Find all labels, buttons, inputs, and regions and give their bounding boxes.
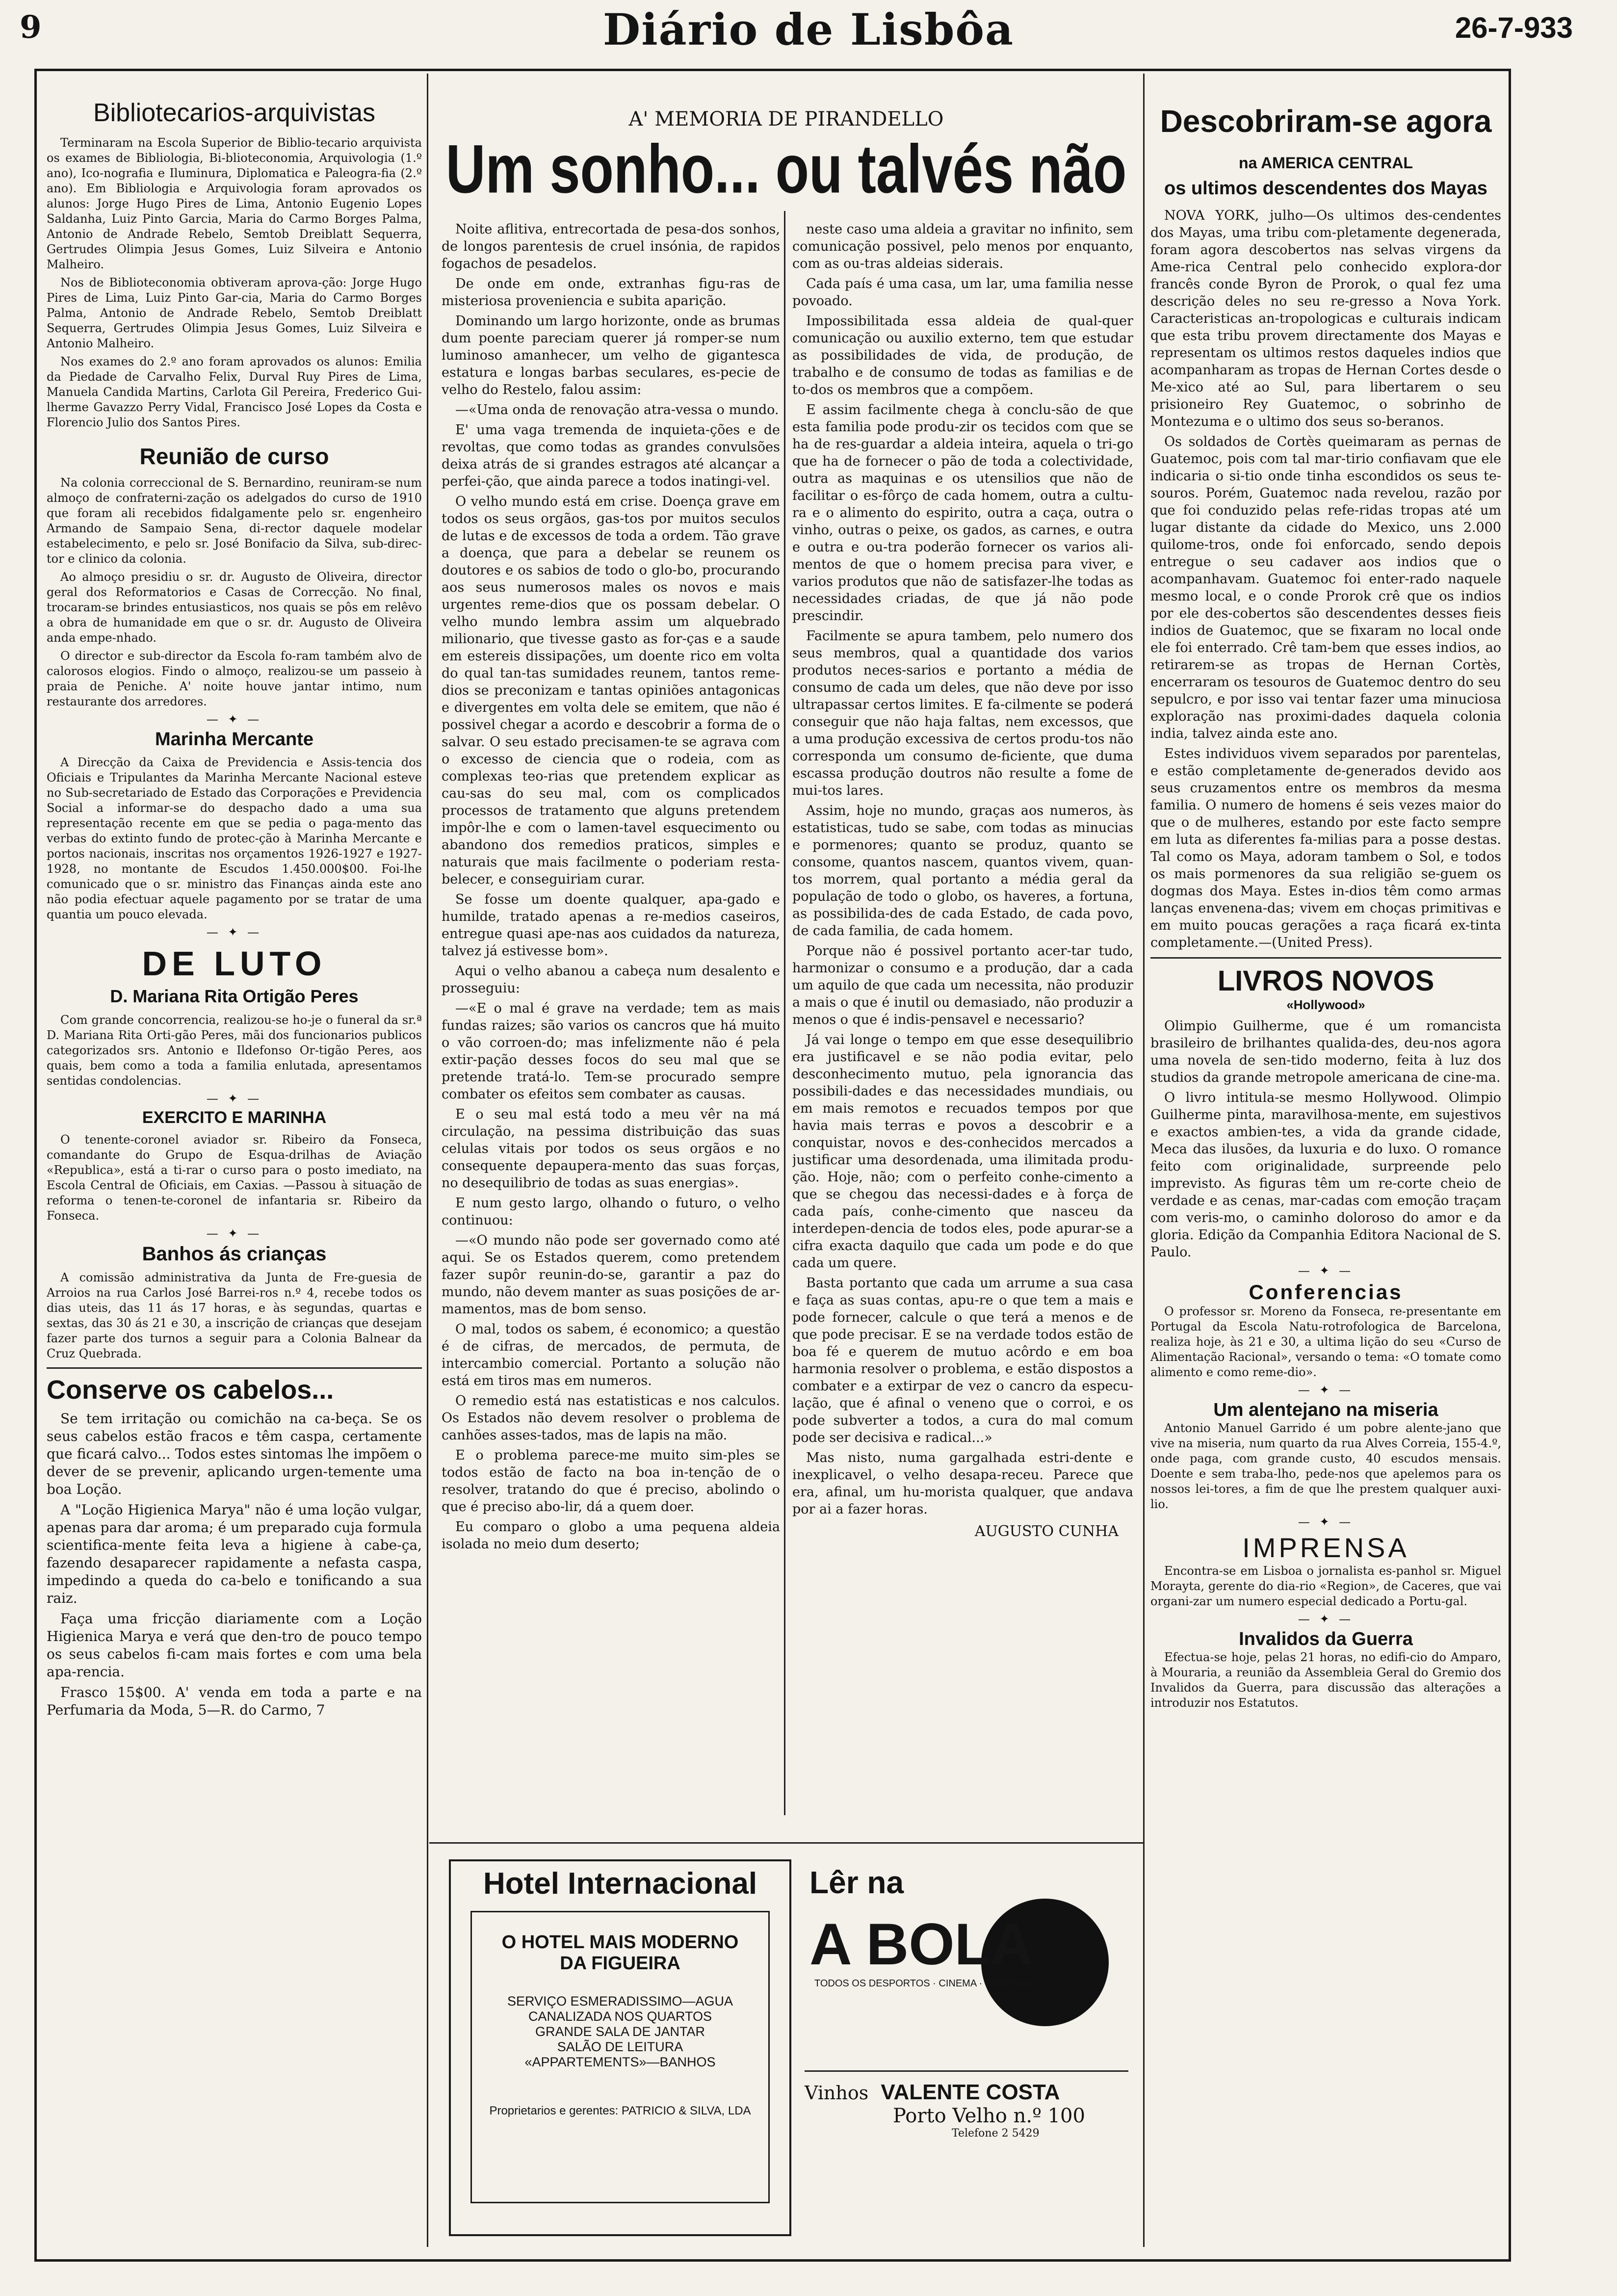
- article-paragraph: Assim, hoje no mundo, graças aos numeros, às estatisticas, tudo se sabe, com todas as minucias e pormenores; quanto se produz, quanto se consome, quantos nascem, quantos vivem, quan-tos morrem, qual portanto a média geral da população de todo o globo, os haveres, a fortuna, as possibilida-des de cada Estado, de cada povo, de cada familia, de cada homem.: [792, 803, 1133, 939]
- left-column: [47, 78, 422, 2247]
- article-invalidos: [1150, 1629, 1501, 1711]
- article-paragraph: Se fosse um doente qualquer, apa-gado e humilde, tratado apenas a re-medios caseiros, entregue quasi ape-nas aos cuidados da natureza, talvez já estivesse bom».: [442, 892, 780, 959]
- article-paragraph: E o problema parece-me muito sim-ples se todos estão de facto na boa in-tenção de o resolver, tratando do que é preciso, abolindo o que é preciso abo-lir, dá a quem doer.: [442, 1448, 780, 1514]
- article-paragraph: Ao almoço presidiu o sr. dr. Augusto de Oliveira, director geral dos Reformatorios e Casas de Correcção. No final, trocaram-se brindes entusiasticos, nos quais se pôs em relêvo a obra de humanidade em que o sr. dr. Augusto de Oliveira anda empe-nhado.: [47, 570, 422, 645]
- article-title: Bibliotecarios-arquivistas: [93, 99, 376, 127]
- article-paragraph: E num gesto largo, olhando o futuro, o velho continuou:: [442, 1196, 780, 1228]
- article-paragraph: Os soldados de Cortès queimaram as pernas de Guatemoc, pois com tal mar-tirio confiavam que ele indicaria o si-tio onde tinha escondidos os seus te-souros. Porém, Guatemoc nada revelou, razão por que foi conduzido pelas refe-ridas tropas até um lugar distante da cidade do Mexico, uns 2.000 quilome-tros, onde foi enforcado, sendo depois entregue o seu cadaver aos indios que o acompanhavam. Guatemoc foi enter-rado naquele mesmo local, e o conde Prorok crê que os indios por ele des-cobertos são descendentes desses fieis indios de Guatemoc, que se fixaram no local onde ele foi enterrado. Crê tam-bem que esses indios, ao retirarem-se as tropas de Hernan Cortès, encerraram os tesouros de Guatemoc dentro do seu sepulcro, e por isso vai tentar fazer uma minuciosa exploração nas proximi-dades daquela colonia india, talvez ainda este ano.: [1150, 434, 1501, 741]
- article-banhos: [47, 1243, 422, 1361]
- article-title: Marinha Mercante: [155, 729, 314, 750]
- newspaper-title: Diário de Lisbôa: [602, 4, 1015, 55]
- article-paragraph: Estes individuos vivem separados por parentelas, e estão completamente de-generados devido aos seus cruzamentos entre os membros da mesma familia. O numero de homens é seis vezes maior do que o de mulheres, estando por este facto sempre em luta as diferentes fa-milias para a posse destas. Tal como os Maya, adoram tambem o Sol, e todos os mais pormenores da sua religião se-guem os dogmas dos Maya. Estes in-dios têm como armas lanças envenena-das; vivem em choças primitivas e em muito poucas gerações a raça ficará ex-tinta completamente.—(United Press).: [1150, 746, 1501, 950]
- article-paragraph: —«O mundo não pode ser governado como até aqui. Se os Estados querem, como pretendem fazer supôr reunin-do-se, garantir a paz do mundo, não devem manter as suas posições de ar-mamentos, mas de bom senso.: [442, 1233, 780, 1317]
- ad-bola-lead: Lêr na: [809, 1865, 904, 1900]
- ad-loção-marya: [47, 1375, 422, 1719]
- article-mayas: [1150, 103, 1501, 951]
- article-paragraph: neste caso uma aldeia a gravitar no infinito, sem comunicação possivel, pelo menos por enquanto, com as ou-tras aldeias siderais.: [792, 222, 1133, 271]
- article-livros: [1150, 965, 1501, 1261]
- article-headline: Um sonho... ou talvés não: [445, 130, 1127, 208]
- ad-hotel-title: Hotel Internacional: [483, 1867, 757, 1901]
- ornament-divider: — ✦ —: [1298, 1383, 1354, 1397]
- article-paragraph: Já vai longe o tempo em que esse desequilibrio era justificavel e se não podia evitar, pelo desconhecimento mutuo, pela ignorancia das possibili-dades e das necessidades mundiais, ou em mais remotos e recuados tempos por que havia mais terras e povos a descobrir e a conquistar, novos e des-conhecidos mercados a justificar uma desordenada, uma ilimitada produ-ção. Hoje, não; com o perfeito conhe-cimento a que se chegou das necessi-dades e à força de cada país, conhe-cimento que nasceu da interdepen-dencia de todos eles, pode apurar-se a cifra exacta daquilo que cada um pode e do que cada um quere.: [792, 1032, 1133, 1271]
- article-imprensa: [1150, 1532, 1501, 1609]
- article-paragraph: Com grande concorrencia, realizou-se ho-je o funeral da sr.ª D. Mariana Rita Orti-gão Peres, mãi dos funcionarios publicos categorizados srs. Antonio e Ildefonso Or-tigão Peres, aos quais, bem como a toda a familia enlutada, apresentamos sentidas condolencias.: [47, 1013, 422, 1088]
- article-paragraph: —«Uma onda de renovação atra-vessa o mundo.: [455, 402, 779, 417]
- article-paragraph: Olimpio Guilherme, que é um romancista brasileiro de brilhantes qualida-des, deu-nos agora uma novela de sen-tido moderno, feita à luz dos studios da grande metropole americana de cine-ma.: [1150, 1018, 1501, 1085]
- article-paragraph: E assim facilmente chega à conclu-são de que esta familia pode produ-zir os tecidos com que se ha de res-guardar a aldeia inteira, aquela o tri-go que ha de fornecer o pão de toda a colectividade, outra as maquinas e os utensilios que não de facilitar o es-fôrço de cada homem, outra a cultu-ra e o alimento do espirito, outra a caça, outra o vinho, outras o peixe, os gados, as carnes, e outra e outra e ou-tra poderão fornecer os varios ali-mentos de que o homem precisa para viver, e varios produtos que não de satisfazer-lhe todas as necessidades criadas, de que já não pode prescindir.: [792, 402, 1133, 624]
- divider: [805, 2070, 1128, 2072]
- article-title: Reunião de curso: [139, 444, 329, 469]
- divider: [1150, 957, 1501, 959]
- ornament-divider: — ✦ —: [206, 1092, 262, 1105]
- ad-hotel-line: CANALIZADA NOS QUARTOS: [528, 2009, 712, 2024]
- ad-paragraph: Faça uma fricção diariamente com a Loção Higienica Marya e verá que den-tro de pouco tempo os seus cabelos fi-cam mais fortes e com uma bela apa-rencia.: [47, 1611, 422, 1680]
- article-reuniao: [47, 443, 422, 709]
- article-subhead: os ultimos descendentes dos Mayas: [1164, 178, 1487, 199]
- article-paragraph: Eu comparo o globo a uma pequena aldeia isolada no meio dum deserto;: [442, 1519, 780, 1552]
- ad-hotel-inner: [470, 1911, 770, 2203]
- article-title: Conferencias: [1249, 1280, 1403, 1304]
- masthead: [0, 0, 1617, 59]
- article-exercito: [47, 1108, 422, 1224]
- article-paragraph: Basta portanto que cada um arrume a sua casa e faça as suas contas, apu-re o que tem a mais e pode fornecer, calcule o que terá a menos e de que pode precisar. E se na verdade todos estão de boa fé e querem de mutuo acôrdo e em boa harmonia resolver o problema, e estão dispostos a combater e a extirpar de vez o cancro da especu-lação, que é afinal o veneno que o corroi, e os pode subverter a todos, a cura do mal comum pode ser decisiva e radical...»: [792, 1276, 1133, 1445]
- article-subhead: na AMERICA CENTRAL: [1239, 154, 1413, 172]
- article-paragraph: Encontra-se em Lisboa o jornalista es-panhol sr. Miguel Morayta, gerente do dia-rio «Region», de Caceres, que vai organi-zar um numero especial dedicado a Portu-gal.: [1150, 1564, 1501, 1608]
- article-paragraph: E o seu mal está todo a meu vêr na má circulação, na pessima distribuição das suas celulas vitais por todos os seus orgãos e no consequente depaupera-mento das suas forças, no desequilibrio de todas as suas energias».: [442, 1107, 780, 1191]
- article-title: Invalidos da Guerra: [1239, 1629, 1413, 1649]
- ornament-divider: — ✦ —: [206, 712, 262, 726]
- article-alentejano: [1150, 1400, 1501, 1512]
- article-luto: [47, 944, 422, 1089]
- ornament-divider: — ✦ —: [206, 925, 262, 939]
- article-paragraph: Impossibilitada essa aldeia de qual-quer comunicação ou auxilio externo, tem que estudar as possibilidades de vida, de produção, de trabalho e de consumo de todas as familias e de to-dos os membros que a compõem.: [792, 313, 1133, 397]
- ad-vinhos-phone: Telefone 2 5429: [952, 2127, 1040, 2139]
- article-signature: AUGUSTO CUNHA: [974, 1523, 1119, 1540]
- article-conferencias: [1150, 1280, 1501, 1380]
- article-title: IMPRENSA: [1242, 1532, 1409, 1563]
- article-paragraph: Terminaram na Escola Superior de Biblio-tecario arquivista os exames de Bibliologia, Bi-blioteconomia, Arquivologia (1.º ano), Ico-nografia e Iluminura, Diplomatica e Paleogra-fia (2.º ano). Em Bibliologia e Arquivologia foram aprovados os alunos: Jorge Hugo Pires de Lima, Antonio Eugenio Lopes Saldanha, Luiz Pinto Garcia, Maria do Carmo Borges Palma, Antonio de Andrade Rebelo, Semtob Dreiblatt Sequerra, Gertrudes Olimpia Jesus Gomes, Luiz Silveira e Antonio Malheiro.: [47, 136, 422, 271]
- ad-title: Conserve os cabelos...: [47, 1375, 334, 1405]
- article-paragraph: O professor sr. Moreno da Fonseca, re-presentante em Portugal da Escola Natu-rotrofologica de Barcelona, realiza hoje, às 21 e 30, a ultima lição do seu «Curso de Alimentação Racional», versando o tema: «O tomate como alimento e como reme-dio».: [1150, 1305, 1501, 1379]
- ad-hotel-line: SALÃO DE LEITURA: [557, 2039, 683, 2054]
- article-subtitle: «Hollywood»: [1286, 997, 1365, 1012]
- article-paragraph: Cada país é uma casa, um lar, uma familia nesse povoado.: [792, 276, 1133, 309]
- article-paragraph: O tenente-coronel aviador sr. Ribeiro da Fonseca, comandante do Grupo de Esqua-drilhas de Aviação «Republica», está a ti-rar o curso para o posto imediato, na Escola Central de Oficiais, em Caxias. —Passou à situação de reforma o tenen-te-coronel de infantaria sr. Ribeiro da Fonseca.: [47, 1133, 422, 1223]
- ad-bola-name: A BOLA: [809, 1911, 1033, 1977]
- article-title: LIVROS NOVOS: [1217, 965, 1434, 997]
- article-paragraph: Facilmente se apura tambem, pelo numero dos seus membros, qual a quantidade dos varios produtos neces-sarios e portanto a média de consumo de cada um deles, que não deve por isso ultrapassar certos limites. E fa-cilmente se poderá conseguir que não haja faltas, nem excessos, que a uma produção excessiva de certos produ-tos não corresponda um consumo de-ficiente, que duma escassa produção doutros não resulte a fome de mui-tos lares.: [792, 628, 1133, 798]
- article-paragraph: O mal, todos os sabem, é economico; a questão é de cifras, de mercados, de permuta, de intercambio comercial. Portanto a solução não está em tiros mas em numeros.: [442, 1322, 780, 1388]
- article-paragraph: Antonio Manuel Garrido é um pobre alente-jano que vive na miseria, num quarto da rua Alves Correia, 155-4.º, onde paga, com grande custo, 40 escudos mensais. Doente e sem traba-lho, pede-nos que apelemos para os nossos lei-tores, a fim de que lhe prestem qualquer auxi-lio.: [1150, 1421, 1501, 1511]
- article-paragraph: O velho mundo está em crise. Doença grave em todos os seus orgãos, gas-tos por muitos seculos de lutas e de excessos de toda a ordem. Tão grave a doença, que para a debelar se reunem os doutores e os sabios de todo o glo-bo, procurando aos seus numerosos males os novos e mais urgentes reme-dios que os possam debelar. O velho mundo lembra assim um alquebrado milionario, que tivesse gasto as for-ças e a saude em estereis dissipações, um doente rico em volta do qual tan-tas sumidades reunem, tantos reme-dios se preconizam e tantas opiniões antagonicas e divergentes em volta dele se emitem, que não é possivel chegar a acordo e descobrir a forma de o salvar. O seu estado precisamen-te se agrava com o excesso de ciencia que o rodeia, com as complexas teo-rias que pretendem explicar as cau-sas do seu mal, com os complicados processos de tratamento que alguns pretendem impôr-lhe e com o lamen-tavel esquecimento ou abandono dos remedios praticos, simples e naturais que mais facilmente o poderiam resta-belecer, e conseguiriam curar.: [442, 494, 780, 887]
- center-article: [432, 78, 1141, 1840]
- article-paragraph: O director e sub-director da Escola fo-ram também alvo de calorosos elogios. Findo o almoço, realizou-se um passeio à praia de Peniche. A' noite houve jantar intimo, num restaurante dos arredores.: [47, 649, 422, 708]
- article-paragraph: —«E o mal é grave na verdade; tem as mais fundas raizes; são varios os cancros que há muito o vão corroen-do; mas infelizmente não é pela extir-pação desses focos do seu mal que se pretende tratá-lo. Tem-se procurado sempre combater os efeitos sem combater as causas.: [442, 1001, 780, 1102]
- article-paragraph: Aqui o velho abanou a cabeça num desalento e prosseguiu:: [442, 964, 780, 996]
- article-paragraph: Dominando um largo horizonte, onde as brumas dum poente pareciam querer já romper-se num luminoso amanhecer, um velho de gigantesca estatura e longas barbas seculares, es-pecie de velho do Restelo, falou assim:: [442, 313, 780, 397]
- article-title: DE LUTO: [142, 944, 327, 983]
- ornament-divider: — ✦ —: [206, 1226, 262, 1240]
- article-paragraph: Noite aflitiva, entrecortada de pesa-dos sonhos, de longos parentesis de cruel insónia, de rapidos fogachos de pesadelos.: [442, 222, 780, 271]
- article-paragraph: De onde em onde, extranhas figu-ras de misteriosa proveniencia e subita aparição.: [442, 276, 780, 309]
- article-column-b: [792, 221, 1133, 1835]
- article-paragraph: O remedio está nas estatisticas e nos calculos. Os Estados não devem resolver o problema de canhões asses-tados, mas de lapis na mão.: [442, 1393, 780, 1443]
- divider: [47, 1367, 422, 1369]
- ornament-divider: — ✦ —: [1298, 1264, 1354, 1278]
- article-title: EXERCITO E MARINHA: [142, 1108, 327, 1127]
- ad-rule: [429, 1842, 1143, 1844]
- article-column-a: [442, 221, 780, 1835]
- right-column: [1150, 78, 1501, 2247]
- ad-hotel-line: O HOTEL MAIS MODERNO: [501, 1932, 739, 1953]
- article-paragraph: E' uma vaga tremenda de inquieta-ções e de revoltas, que como todas as grandes convulsões deixa atrás de si grandes estragos até alcançar a perfei-ção, que ainda parece a todos inatingi-vel.: [442, 422, 780, 489]
- ad-vinhos-name: VALENTE COSTA: [881, 2080, 1060, 2104]
- column-rule: [1143, 74, 1145, 2247]
- article-marinha: [47, 729, 422, 922]
- ad-hotel-line: SERVIÇO ESMERADISSIMO—AGUA: [507, 1994, 733, 2009]
- article-paragraph: Na colonia correccional de S. Bernardino, reuniram-se num almoço de confraterni-zação os adelgados do curso de 1910 que foram ali recebidos fidalgamente pelo sr. engenheiro Armando de Sampaio Sena, di-rector daquele modelar estabelecimento, e pelo sr. José Bonifacio da Silva, sub-direc-tor e clinico da colonia.: [47, 476, 422, 566]
- ad-hotel-line: «APPARTEMENTS»—BANHOS: [524, 2055, 716, 2069]
- article-title: Um alentejano na miseria: [1213, 1400, 1438, 1420]
- page-number: 9: [20, 9, 42, 46]
- ad-vinhos-address: Porto Velho n.º 100: [893, 2105, 1085, 2127]
- ornament-divider: — ✦ —: [1298, 1515, 1354, 1529]
- article-paragraph: NOVA YORK, julho—Os ultimos des-cendentes dos Mayas, uma tribu com-pletamente degenerada, foram agora descobertos nas selvas virgens da Ame-rica Central pelo conhecido explora-dor francês conde Byron de Prorok, o qual fez uma descrição deles no seu re-gresso a Nova York. Caracteristicas an-tropologicas e culturais indicam que esta tribu provem directamente dos Mayas e representam os ultimos restos daqueles indios que acompanharam as tropas de Hernan Cortes desde o Me-xico até ao Sul, para libertarem o seu prisioneiro Rey Guatemoc, o sobrinho de Montezuma e o ultimo dos seus so-beranos.: [1150, 208, 1501, 429]
- article-paragraph: Efectua-se hoje, pelas 21 horas, no edifi-cio do Amparo, à Mouraria, a reunião da Assembleia Geral do Gremio dos Invalidos da Guerra, para discussão das alterações a introduzir nos Estatutos.: [1150, 1650, 1501, 1710]
- article-paragraph: A Direcção da Caixa de Previdencia e Assis-tencia dos Oficiais e Tripulantes da Marinha Mercante Nacional esteve no Sub-secretariado de Estado das Corporações e Previdencia Social a informar-se do despacho dado a uma sua representação recente em que se pedia o paga-mento das verbas do extinto fundo de protec-ção à Marinha Mercante e portos nacionais, inscritas nos orçamentos 1926-1927 e 1927-1928, no montante de Escudos 1.450.000$00. Foi-lhe comunicado que o sr. ministro das Finanças ainda este ano não podia efectuar aquele pagamento por se tratar de uma quantia um pouco elevada.: [47, 756, 422, 921]
- ad-vinhos-label: Vinhos: [805, 2082, 869, 2104]
- article-subtitle: D. Mariana Rita Ortigão Peres: [110, 986, 359, 1006]
- ad-paragraph: A "Loção Higienica Marya" não é uma loção vulgar, apenas para dar aroma; é um preparado cuja formula scientifica-mente feita leva a higiene à cabe-ça, fazendo desaparecer rapidamente a nefasta caspa, impedindo a queda do ca-belo e tonificando a sua raiz.: [47, 1502, 422, 1606]
- ad-hotel-line: GRANDE SALA DE JANTAR: [535, 2024, 705, 2039]
- article-paragraph: Nos exames do 2.º ano foram aprovados os alunos: Emilia da Piedade de Carvalho Felix, Durval Ruy Pires de Lima, Manuela Candida Martins, Carlota Gil Pereira, Frederico Gui-lherme Gavazzo Perry Vidal, Francisco José Lopes da Costa e Florencio Julio dos Santos Pires.: [47, 355, 422, 429]
- ad-paragraph: Se tem irritação ou comichão na ca-beça. Se os seus cabelos estão fracos e têm caspa, certamente que ficará calvo... Todos estes sintomas lhe impõem o dever de se prevenir, aplicando urgen-temente uma boa Loção.: [47, 1410, 422, 1497]
- article-headline: Descobriram-se agora: [1160, 104, 1492, 139]
- article-paragraph: Porque não é possivel portanto acer-tar tudo, harmonizar o consumo e a produção, dar a cada um aquilo de que cada um necessita, não produzir a mais o que é inutil ou demasiado, não produzir a menos o que é indis-pensavel e necessario?: [792, 943, 1133, 1027]
- column-rule: [427, 74, 428, 2247]
- ornament-divider: — ✦ —: [1298, 1612, 1354, 1626]
- article-paragraph: A comissão administrativa da Junta de Fre-guesia de Arroios na rua Carlos José Barrei-ros n.º 4, recebe todos os dias uteis, das 11 ás 17 horas, e às segundas, quartas e sextas, das 30 ás 21 e 30, a inscrição de crianças que desejam fazer parte dos turnos a seguir para a Colonia Balnear da Cruz Quebrada.: [47, 1271, 422, 1360]
- article-paragraph: O livro intitula-se mesmo Hollywood. Olimpio Guilherme pinta, maravilhosa-mente, em sujestivos e exactos ambien-tes, a vida da grande cidade, Meca das ilusões, da luxuria e do luxo. O romance feito com originalidade, surpreende pelo imprevisto. As figuras têm um re-corte cheio de verdade e as cenas, mar-cadas com emoção traçam com veris-mo, o caminho doloroso do amor e da gloria. Edição da Companhia Editora Nacional de S. Paulo.: [1150, 1090, 1501, 1260]
- ad-hotel-line: DA FIGUEIRA: [560, 1953, 680, 1974]
- ad-hotel-owner: Proprietarios e gerentes: PATRICIO & SILVA, LDA: [489, 2104, 751, 2117]
- article-paragraph: Nos de Biblioteconomia obtiveram aprova-ção: Jorge Hugo Pires de Lima, Luiz Pinto Gar-cia, Maria do Carmo Borges Palma, Antonio de Andrade Rebelo, Semtob Dreiblatt Sequerra, Gertrudes Olimpia Jesus Gomes, Luiz Silveira e Antonio Malheiro.: [47, 276, 422, 350]
- ad-hotel-internacional: [449, 1859, 791, 2236]
- ad-price: Frasco 15$00. A' venda em toda a parte e na Perfumaria da Moda, 5—R. do Carmo, 7: [47, 1684, 422, 1718]
- article-kicker: A' MEMORIA DE PIRANDELLO: [628, 108, 944, 130]
- ad-vinhos: [805, 2080, 1128, 2188]
- ad-bola-tagline: TODOS OS DESPORTOS · CINEMA · TEATROS: [814, 1978, 1031, 1989]
- article-bibliotecarios: [47, 98, 422, 430]
- article-title: Banhos ás crianças: [142, 1243, 327, 1265]
- issue-date: 26-7-933: [1455, 11, 1573, 44]
- article-paragraph: Mas nisto, numa gargalhada estri-dente e inexplicavel, o velho desapa-receu. Parece que era, afinal, um hu-moristа qualquer, que andava por ai a fazer horas.: [792, 1450, 1133, 1517]
